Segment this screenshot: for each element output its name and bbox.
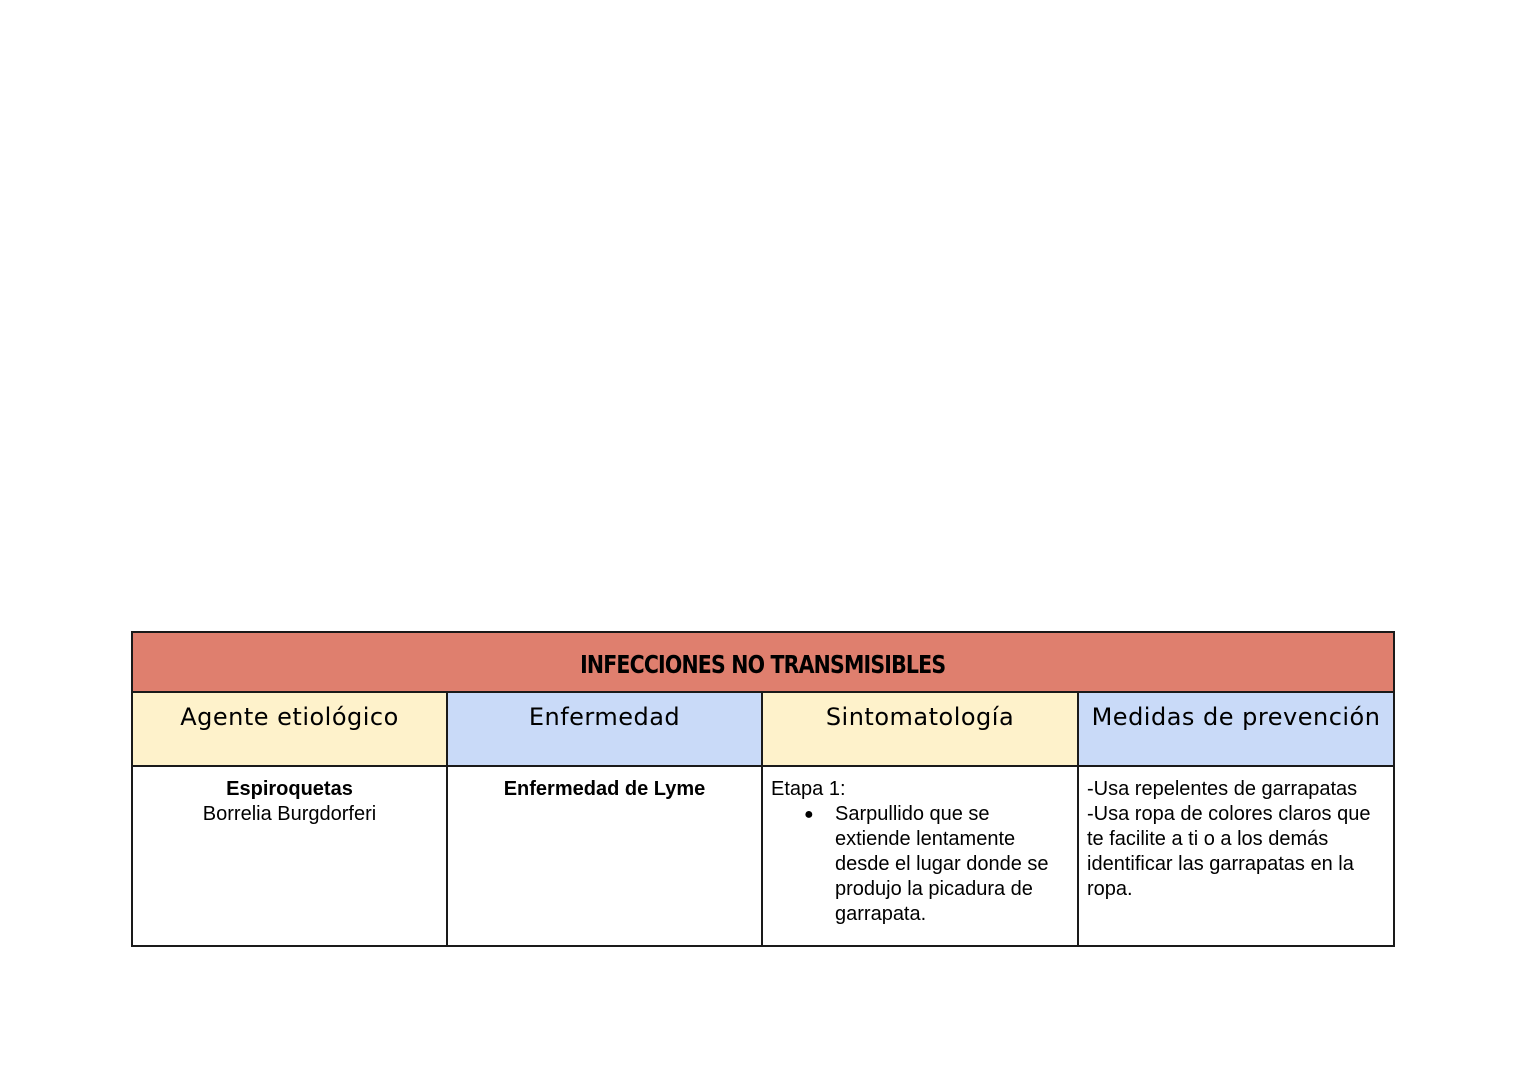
header-prevention: Medidas de prevención [1078,692,1394,766]
cell-disease [447,766,762,946]
cell-symptoms [762,766,1078,946]
symptoms-stage: Etapa 1: [771,778,846,800]
list-item [804,802,1069,927]
title-row [132,632,1394,692]
agent-name: Borrelia Burgdorferi [202,803,377,825]
header-agent: Agente etiológico [132,692,447,766]
prevention-item: -Usa ropa de colores claros que te facilite a ti o a los demás identificar las garrapatas en la ropa. [1087,803,1371,900]
header-row [132,692,1394,766]
header-symptoms: Sintomatología [762,692,1078,766]
table-row [132,766,1394,946]
cell-agent [132,766,447,946]
agent-type: Espiroquetas [226,778,353,800]
cell-prevention [1078,766,1394,946]
header-disease: Enfermedad [447,692,762,766]
bullet-icon: ● [804,806,814,823]
infections-table [131,631,1395,947]
table-title-text: INFECCIONES NO TRANSMISIBLES [580,649,946,679]
symptoms-list [771,802,1069,927]
table-title [132,632,1394,692]
symptom-text: Sarpullido que se extiende lentamente desde el lugar donde se produjo la picadura de garrapata. [835,803,1049,925]
disease-name: Enfermedad de Lyme [503,778,706,800]
prevention-item: -Usa repelentes de garrapatas [1087,778,1358,800]
